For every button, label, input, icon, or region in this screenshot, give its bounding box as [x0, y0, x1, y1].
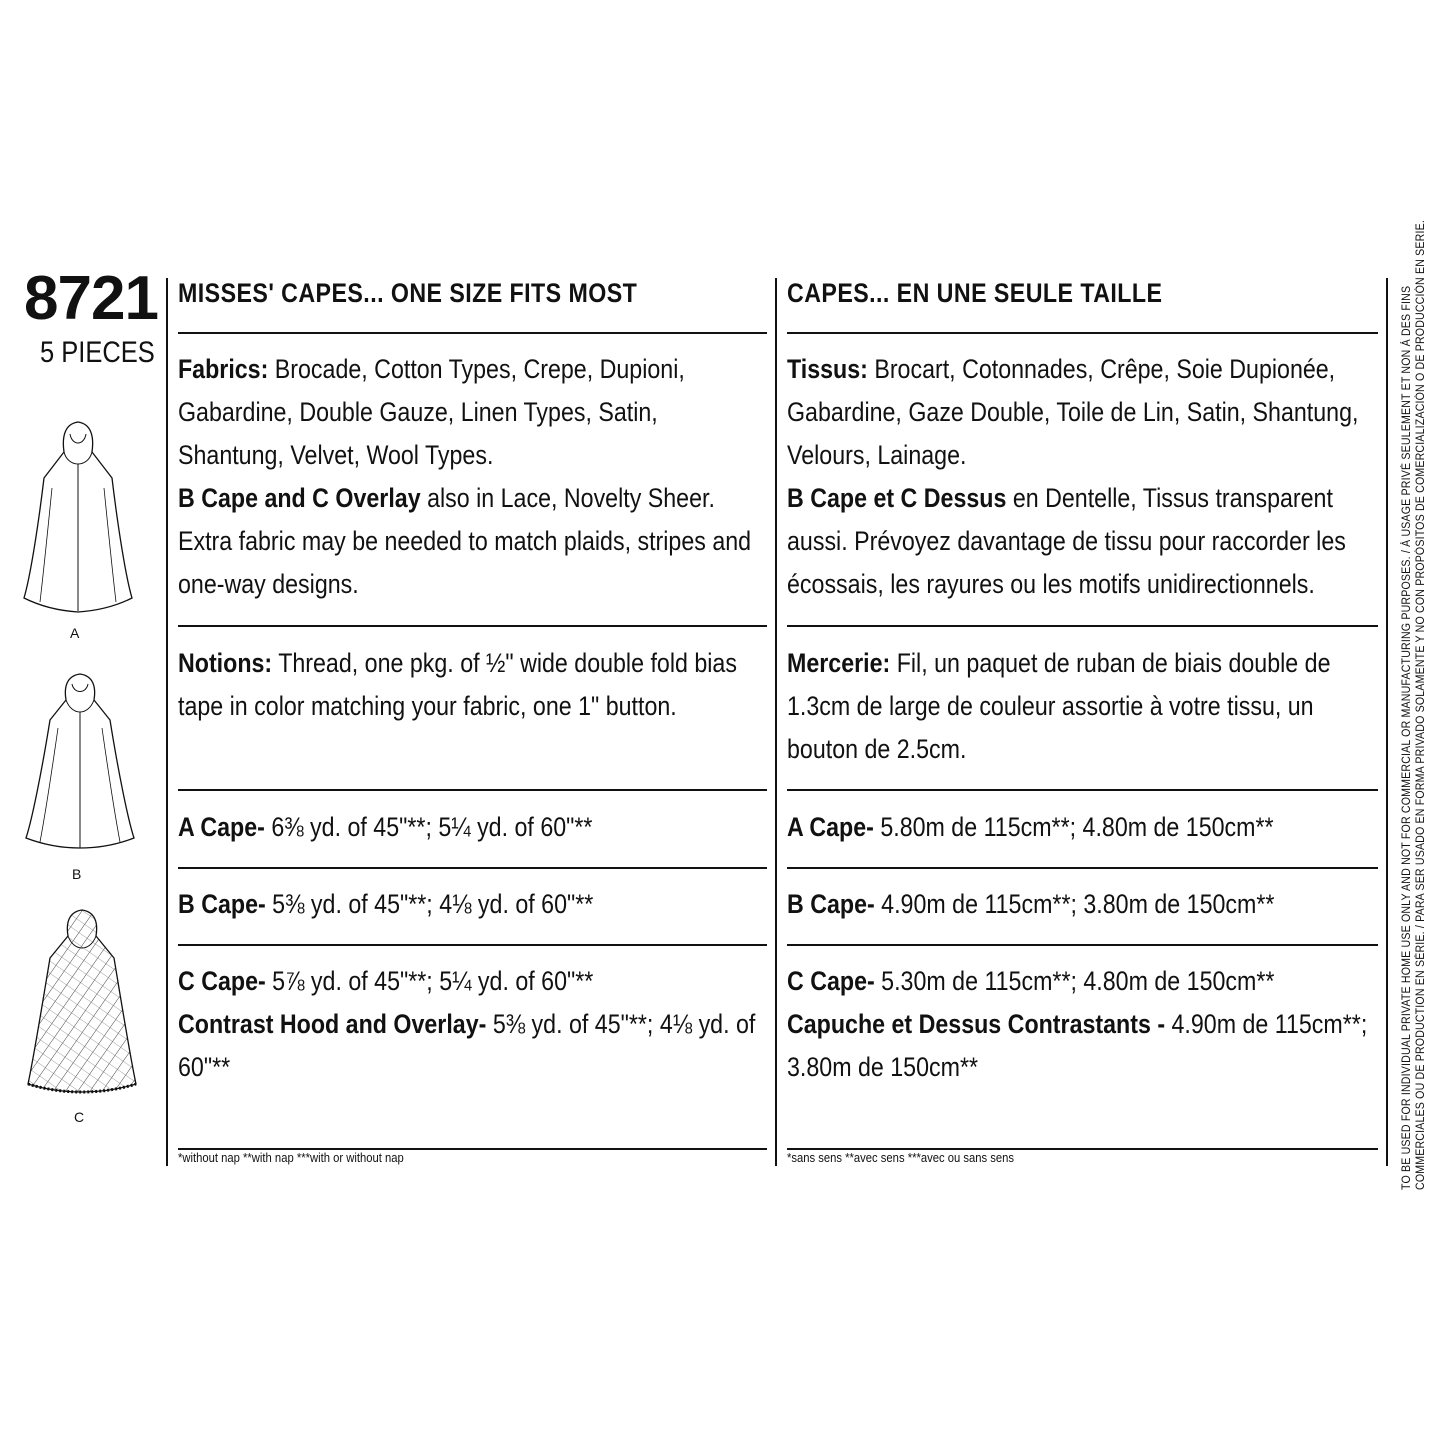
- view-label-a: A: [70, 625, 80, 641]
- french-cape-b: [787, 883, 1374, 926]
- french-fabrics: [787, 348, 1374, 606]
- fabrics-bc-label: B Cape et C Dessus: [787, 483, 1007, 513]
- english-cape-c: [178, 960, 763, 1089]
- cape-c-yardage: 5.30m de 115cm**; 4.80m de 150cm**: [874, 966, 1275, 996]
- fabrics-text: Brocart, Cotonnades, Crêpe, Soie Dupionée, Gabardine, Gaze Double, Toile de Lin, Satin, Shantung, Velours, Lainage.: [787, 354, 1359, 470]
- contrast-yardage: 5⅜ yd. of 45"**; 4⅛ yd. of 60"**: [178, 1009, 756, 1082]
- cape-a-illustration: [18, 418, 138, 618]
- rule: [787, 1148, 1378, 1150]
- notions-label: Mercerie:: [787, 648, 891, 678]
- pieces-count: 5 PIECES: [40, 336, 155, 369]
- rule: [178, 625, 767, 627]
- rule: [178, 867, 767, 869]
- view-label-b: B: [72, 866, 82, 882]
- rule: [178, 1148, 767, 1150]
- cape-b-yardage: 4.90m de 115cm**; 3.80m de 150cm**: [874, 889, 1275, 919]
- english-cape-a: [178, 806, 763, 849]
- cape-c-label: C Cape-: [787, 966, 875, 996]
- pattern-number: 8721: [24, 264, 158, 333]
- contrast-label: Capuche et Dessus Contrastants -: [787, 1009, 1166, 1039]
- cape-a-label: A Cape-: [787, 812, 874, 842]
- divider-left: [166, 278, 168, 1166]
- legal-line-2: COMMERCIALES OU DE PRODUCTION EN SÉRIE. / PARA SER USADO EN FORMA PRIVADO SOLAMENTE Y NO CON PROPÓSITOS DE COMERCIALIZACIÓN O DE PRODUCCIÓN EN SERIE.: [1415, 220, 1427, 1190]
- french-footnote: *sans sens **avec sens ***avec ou sans sens: [787, 1151, 1015, 1165]
- cape-a-label: A Cape-: [178, 812, 265, 842]
- notions-text: Thread, one pkg. of ½" wide double fold bias tape in color matching your fabric, one 1" button.: [178, 648, 737, 721]
- french-title: CAPES... EN UNE SEULE TAILLE: [787, 278, 1163, 308]
- cape-b-label: B Cape-: [178, 889, 266, 919]
- cape-c-label: C Cape-: [178, 966, 266, 996]
- fabrics-bc-label: B Cape and C Overlay: [178, 483, 421, 513]
- rule: [178, 944, 767, 946]
- cape-a-yardage: 5.80m de 115cm**; 4.80m de 150cm**: [873, 812, 1274, 842]
- legal-notice: [1400, 220, 1428, 1190]
- notions-text: Fil, un paquet de ruban de biais double de 1.3cm de large de couleur assortie à votre tissu, un bouton de 2.5cm.: [787, 648, 1331, 764]
- fabrics-bc-text: also in Lace, Novelty Sheer. Extra fabric may be needed to match plaids, stripes and one-way designs.: [178, 483, 752, 599]
- notions-label: Notions:: [178, 648, 273, 678]
- view-label-c: C: [74, 1109, 85, 1125]
- fabrics-label: Fabrics:: [178, 354, 269, 384]
- english-notions: [178, 642, 763, 728]
- contrast-yardage: 4.90m de 115cm**; 3.80m de 150cm**: [787, 1009, 1368, 1082]
- cape-b-illustration: [22, 670, 142, 850]
- french-cape-a: [787, 806, 1374, 849]
- rule: [178, 789, 767, 791]
- cape-b-label: B Cape-: [787, 889, 875, 919]
- fabrics-label: Tissus:: [787, 354, 868, 384]
- cape-c-yardage: 5⅞ yd. of 45"**; 5¼ yd. of 60"**: [265, 966, 594, 996]
- contrast-label: Contrast Hood and Overlay-: [178, 1009, 487, 1039]
- cape-a-yardage: 6⅜ yd. of 45"**; 5¼ yd. of 60"**: [264, 812, 593, 842]
- cape-b-yardage: 5⅜ yd. of 45"**; 4⅛ yd. of 60"**: [265, 889, 594, 919]
- fabrics-bc-text: en Dentelle, Tissus transparent aussi. Prévoyez davantage de tissu pour raccorder les écossais, les rayures ou les motifs unidirectionnels.: [787, 483, 1346, 599]
- english-footnote: *without nap **with nap ***with or without nap: [178, 1151, 404, 1165]
- fabrics-text: Brocade, Cotton Types, Crepe, Dupioni, Gabardine, Double Gauze, Linen Types, Satin, Shantung, Velvet, Wool Types.: [178, 354, 685, 470]
- rule: [178, 332, 767, 334]
- french-notions: [787, 642, 1374, 771]
- english-fabrics: [178, 348, 763, 606]
- english-title: MISSES' CAPES... ONE SIZE FITS MOST: [178, 278, 638, 308]
- rule: [787, 625, 1378, 627]
- rule: [787, 944, 1378, 946]
- french-cape-c: [787, 960, 1374, 1089]
- legal-line-1: TO BE USED FOR INDIVIDUAL PRIVATE HOME USE ONLY AND NOT FOR COMMERCIAL OR MANUFACTURING PURPOSES. / À USAGE PRIVÉ SEULEMENT ET NON À DES FINS: [1401, 285, 1413, 1190]
- rule: [787, 789, 1378, 791]
- cape-c-illustration: [24, 906, 144, 1096]
- rule: [787, 332, 1378, 334]
- rule: [787, 867, 1378, 869]
- divider-middle: [775, 278, 777, 1166]
- divider-right: [1386, 278, 1388, 1166]
- english-cape-b: [178, 883, 763, 926]
